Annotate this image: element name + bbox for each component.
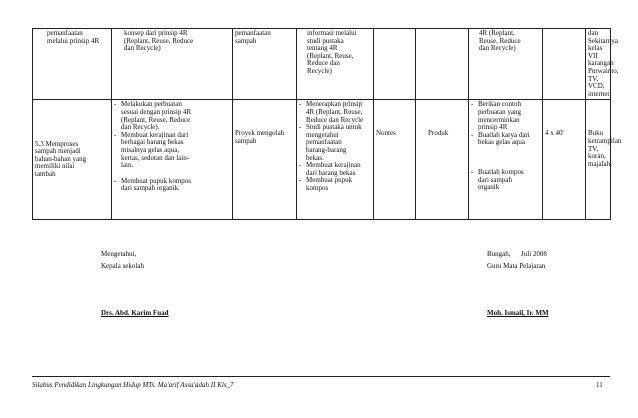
footer-divider	[32, 376, 610, 377]
table-cell	[374, 100, 416, 220]
kegiatan-text: Studi pustaka untuk mengetahui pemanfaatan barang-barang bekas.	[306, 123, 362, 162]
list-item	[299, 124, 371, 162]
instrumen-text: Buatlah kompos dari sampah organik	[478, 167, 524, 192]
cell-text: pemanfaatan sampah	[235, 29, 271, 45]
instrumen-text: Buatlah karya dari bekas gelas aqua	[478, 130, 530, 147]
dash-marker: -	[471, 100, 474, 109]
dash-marker: -	[299, 100, 302, 109]
list-item	[299, 101, 371, 124]
kegiatan-text: Membuat kerajinan dari barang bekas	[306, 161, 361, 177]
bentuk-text: Produk	[428, 129, 449, 138]
table-cell	[586, 29, 619, 100]
indicator-text: Melakukan perbuatan sesuai dengan prinsip 4R (Replant, Reuse, Reduce dan Recycle).	[121, 100, 192, 132]
dash-marker: -	[299, 161, 302, 170]
table-row	[33, 29, 611, 100]
signature-right-name: Moh. Ismail, Ir. MM	[487, 309, 549, 317]
syllabus-table	[32, 28, 622, 220]
signature-right-line1: Bungah, Juli 2008	[487, 250, 547, 258]
table-cell	[586, 100, 622, 220]
signature-left-line2: Kepala sekolah	[101, 262, 144, 270]
table-cell	[233, 100, 297, 220]
list-item	[299, 177, 371, 192]
instrumen-text: Berikan contoh perbuatan yang mencerminkan prinsip 4R	[478, 100, 521, 132]
dash-marker: -	[114, 100, 117, 109]
sumber-text: Buku ketrampilan TV, koran, majalah.	[588, 129, 622, 168]
table-row	[33, 100, 611, 220]
list-item	[471, 101, 540, 131]
page-number: 11	[596, 381, 603, 389]
table-cell	[374, 29, 416, 100]
list-item	[471, 132, 540, 147]
kegiatan-text: Membuat pupuk kompos	[306, 176, 353, 192]
table-cell	[112, 29, 233, 100]
signature-left-line1: Mengetahui,	[101, 250, 137, 258]
signature-right-line2: Guru Mata Pelajaran	[487, 262, 546, 270]
table-cell	[33, 100, 112, 220]
kd-text: 5.3 Memproses sampah menjadi bahan-bahan yang memiliki nilai tambah	[35, 139, 87, 179]
dash-marker: -	[471, 130, 474, 139]
footer-text: Silabus Pendidikan Lingkungan Hidup MTs. Ma'arif Assa'adah II Kls_7	[32, 381, 234, 389]
list-item	[299, 162, 371, 177]
dash-marker: -	[299, 123, 302, 132]
table-cell	[112, 100, 233, 220]
cell-text: konsep dari prinsip 4R (Replant, Reuse, Reduce dan Recycle)	[124, 29, 194, 53]
table-cell	[416, 100, 469, 220]
teknik-text: Nontes	[376, 129, 396, 138]
materi-text: Proyek mengolah sampah	[235, 129, 285, 145]
indicator-text: Membuat pupuk kompos dari sampah organik.	[121, 176, 191, 193]
dash-marker: -	[114, 176, 117, 185]
table-cell	[543, 100, 586, 220]
table-cell	[416, 29, 469, 100]
dash-marker: -	[471, 167, 474, 176]
cell-text: dan Sekitarnya kelas VII karangan Purwainto, TV, VCD, internet.	[588, 29, 619, 98]
dash-marker: -	[114, 130, 117, 139]
list-item	[114, 101, 230, 131]
table-cell	[543, 29, 586, 100]
cell-text: pemanfaatan melalui prinsip 4R	[47, 29, 100, 45]
table-cell	[33, 29, 112, 100]
dash-marker: -	[299, 176, 302, 185]
list-item	[114, 132, 230, 170]
signature-left-name: Drs. Abd. Karim Fuad	[101, 309, 169, 317]
table-cell	[469, 29, 543, 100]
table-cell	[297, 29, 374, 100]
list-item	[114, 178, 230, 193]
table-cell	[469, 100, 543, 220]
cell-text: 4R (Replant, Reuse, Reduce dan Recycle)	[479, 29, 521, 53]
kegiatan-text: Menerapkan prinsip 4R (Replant, Reuse, Reduce dan Recycle	[306, 100, 364, 124]
waktu-text: 4 x 40'	[545, 129, 564, 138]
cell-text: informasi melalui studi pustaka tentang 4R (Replant, Reuse, Reduce dan Recycle)	[307, 29, 357, 75]
list-item	[471, 169, 540, 192]
table-cell	[233, 29, 297, 100]
indicator-text: Membuat kerajinan dari berbagai barang bekas misalnya gelas aqua, kertas, sedotan dan lain- lain.	[121, 130, 190, 170]
table-cell	[297, 100, 374, 220]
